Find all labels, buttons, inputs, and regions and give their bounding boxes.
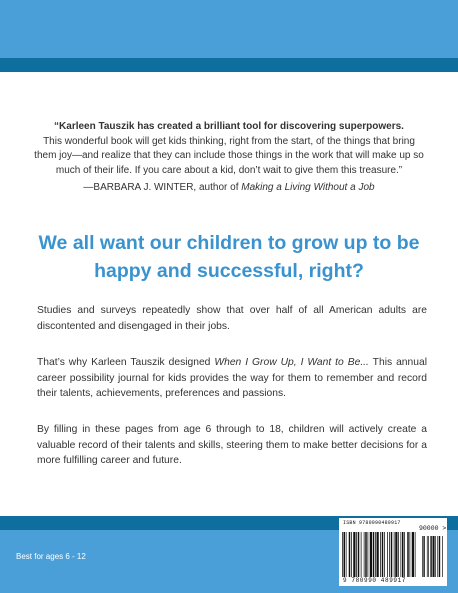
paragraph-journal-prefix: That’s why Karleen Tauszik designed [37, 357, 215, 368]
book-title: When I Grow Up, I Want to Be... [214, 357, 369, 368]
endorsement-quote [34, 120, 424, 196]
price-code: 90000 > [419, 525, 447, 532]
top-band [0, 0, 458, 58]
barcode-bars [342, 532, 444, 577]
isbn-digits: 9 780990 489917 [343, 577, 407, 584]
isbn-label: ISBN 9780990489917 [343, 520, 401, 526]
barcode [339, 518, 447, 586]
paragraph-studies: Studies and surveys repeatedly show that over half of all American adults are discontented and disengaged in their jobs. [37, 305, 427, 332]
quote-opening-line: “Karleen Tauszik has created a brilliant tool for discovering superpowers. [54, 121, 404, 132]
paragraph-ages: By filling in these pages from age 6 through to 18, children will actively create a valuable record of their talents and skills, steering them to make better decisions for a more fulfilling career and future. [37, 424, 427, 466]
paragraph-journal [37, 355, 427, 402]
attribution-author: —BARBARA J. WINTER, author of [83, 182, 242, 193]
top-stripe [0, 58, 458, 72]
quote-body: This wonderful book will get kids thinking, right from the start, of the things that bring them joy—and realize that they can include those things in the work that will make up so much of their life. If you care about a kid, don’t wait to give them this treasure.” [34, 135, 424, 176]
attribution-book-title: Making a Living Without a Job [241, 182, 375, 193]
age-range-label: Best for ages 6 - 12 [16, 552, 86, 561]
quote-attribution [34, 181, 424, 196]
paragraph-journal-suffix: This annual career possibility journal for kids provides the way for them to remember and record their talents, achievements, preferences and passions. [37, 357, 427, 399]
headline: We all want our children to grow up to be happy and successful, right? [38, 232, 420, 282]
